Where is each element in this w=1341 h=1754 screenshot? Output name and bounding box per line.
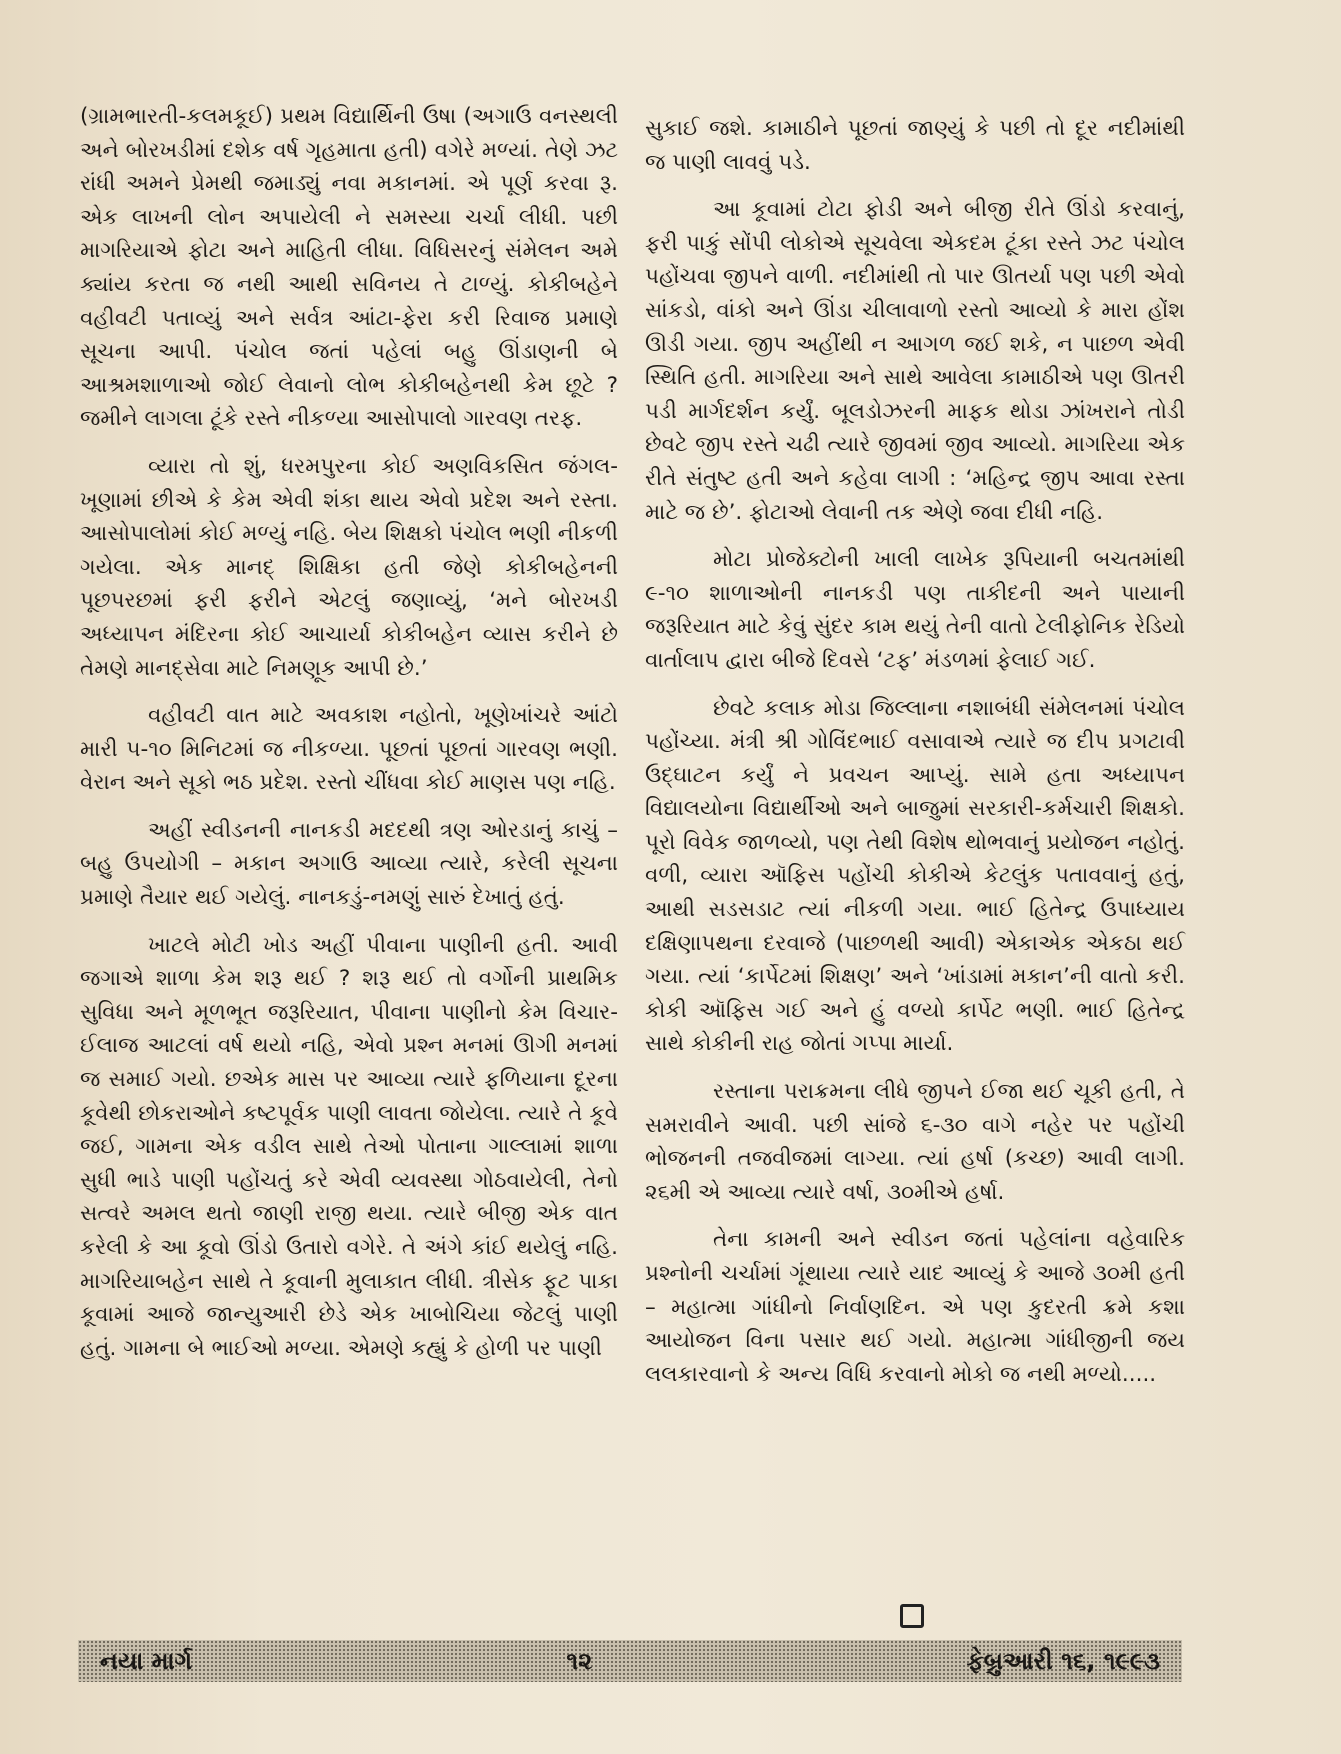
paragraph: તેના કામની અને સ્વીડન જતાં પહેલાંના વહેવારિક પ્રશ્નોની ચર્ચામાં ગૂંથાયા ત્યારે યાદ આવ્યું કે આજે ૩૦મી હતી – મહાત્મા ગાંધીનો નિર્વાણદિન. એ પણ કુદરતી ક્રમે કશા આયોજન વિના પસાર થઈ ગયો. મહાત્મા ગાંધીજીની જય લલકારવાનો કે અન્ય વિધિ કરવાનો મોકો જ નથી મળ્યો..... (645, 1227, 1185, 1387)
publication-name: નયા માર્ગ (100, 1647, 193, 1675)
page-footer (78, 1640, 1182, 1682)
paragraph: વહીવટી વાત માટે અવકાશ નહોતો, ખૂણેખાંચરે આંટો મારી ૫-૧૦ મિનિટમાં જ નીકળ્યા. પૂછતાં પૂછતાં ગારવણ ભણી. વેરાન અને સૂકો ભઠ પ્રદેશ. રસ્તો ચીંધવા કોઈ માણસ પણ નહિ. (80, 703, 618, 796)
paragraph: અહીં સ્વીડનની નાનકડી મદદથી ત્રણ ઓરડાનું કાચું – બહુ ઉપયોગી – મકાન અગાઉ આવ્યા ત્યારે, કરેલી સૂચના પ્રમાણે તૈયાર થઈ ગયેલું. નાનકડું-નમણું સારું દેખાતું હતું. (80, 817, 618, 911)
paragraph: (ગ્રામભારતી-કલમકૂઈ) પ્રથમ વિદ્યાર્થિની ઉષા (અગાઉ વનસ્થલી અને બોરખડીમાં દશેક વર્ષ ગૃહમાતા હતી) વગેરે મળ્યાં. તેણે ઝટ રાંધી અમને પ્રેમથી જમાડ્યું નવા મકાનમાં. એ પૂર્ણ કરવા રૂ. એક લાખની લોન અપાયેલી ને સમસ્યા ચર્ચા લીધી. પછી માગરિયાએ ફોટા અને માહિતી લીધા. વિધિસરનું સંમેલન અમે ક્યાંય કરતા જ નથી આથી સવિનય તે ટાળ્યું. કોકીબહેને વહીવટી પતાવ્યું અને સર્વત્ર આંટા-ફેરા કરી રિવાજ પ્રમાણે સૂચના આપી. પંચોલ જતાં પહેલાં બહુ ઊંડાણની બે આશ્રમશાળાઓ જોઈ લેવાનો લોભ કોકીબહેનથી કેમ છૂટે ? જમીને લાગલા ટૂંકે રસ્તે નીકળ્યા આસોપાલો ગારવણ તરફ. (80, 104, 618, 432)
end-of-article-box-icon (900, 1604, 924, 1628)
issue-date: ફેબ્રુઆરી ૧૬, ૧૯૯૩ (966, 1647, 1160, 1675)
paragraph: સુકાઈ જશે. કામાઠીને પૂછતાં જાણ્યું કે પછી તો દૂર નદીમાંથી જ પાણી લાવવું પડે. (645, 116, 1185, 175)
paragraph: વ્યારા તો શું, ધરમપુરના કોઈ અણવિકસિત જંગલ-ખૂણામાં છીએ કે કેમ એવી શંકા થાય એવો પ્રદેશ અને રસ્તા. આસોપાલોમાં કોઈ મળ્યું નહિ. બેય શિક્ષકો પંચોલ ભણી નીકળી ગયેલા. એક માનદ્ શિક્ષિકા હતી જેણે કોકીબહેનની પૂછપરછમાં ફરી ફરીને એટલું જણાવ્યું, ‘મને બોરખડી અધ્યાપન મંદિરના કોઈ આચાર્યા કોકીબહેન વ્યાસ કરીને છે તેમણે માનદ્સેવા માટે નિમણૂક આપી છે.’ (80, 453, 618, 681)
paragraph: આ કૂવામાં ટોટા ફોડી અને બીજી રીતે ઊંડો કરવાનું, ફરી પાકું સોંપી લોકોએ સૂચવેલા એકદમ ટૂંકા રસ્તે ઝટ પંચોલ પહોંચવા જીપને વાળી. નદીમાંથી તો પાર ઊતર્યા પણ પછી એવો સાંકડો, વાંકો અને ઊંડા ચીલાવાળો રસ્તો આવ્યો કે મારા હોંશ ઊડી ગયા. જીપ અહીંથી ન આગળ જઈ શકે, ન પાછળ એવી સ્થિતિ હતી. માગરિયા અને સાથે આવેલા કામાઠીએ પણ ઊતરી પડી માર્ગદર્શન કર્યું. બૂલડોઝરની માફક થોડા ઝાંખરાને તોડી છેવટે જીપ રસ્તે ચઢી ત્યારે જીવમાં જીવ આવ્યો. માગરિયા એક રીતે સંતુષ્ટ હતી અને કહેવા લાગી : ‘મહિન્દ્ર જીપ આવા રસ્તા માટે જ છે’. ફોટાઓ લેવાની તક એણે જવા દીધી નહિ. (645, 197, 1185, 525)
paragraph: ખાટલે મોટી ખોડ અહીં પીવાના પાણીની હતી. આવી જગાએ શાળા કેમ શરૂ થઈ ? શરૂ થઈ તો વર્ગોની પ્રાથમિક સુવિધા અને મૂળભૂત જરૂરિયાત, પીવાના પાણીનો કેમ વિચાર-ઈલાજ આટલાં વર્ષ થયો નહિ, એવો પ્રશ્ન મનમાં ઊગી મનમાં જ સમાઈ ગયો. છએક માસ પર આવ્યા ત્યારે ફળિયાના દૂરના કૂવેથી છોકરાઓને કષ્ટપૂર્વક પાણી લાવતા જોયેલા. ત્યારે તે કૂવે જઈ, ગામના એક વડીલ સાથે તેઓ પોતાના ગાલ્લામાં શાળા સુધી ભાડે પાણી પહોંચતું કરે એવી વ્યવસ્થા ગોઠવાયેલી, તેનો સત્વરે અમલ થતો જાણી રાજી થયા. ત્યારે બીજી એક વાત કરેલી કે આ કૂવો ઊંડો ઉતારો વગેરે. તે અંગે કાંઈ થયેલું નહિ. માગરિયાબહેન સાથે તે કૂવાની મુલાકાત લીધી. ત્રીસેક ફૂટ પાકા કૂવામાં આજે જાન્યુઆરી છેડે એક ખાબોચિયા જેટલું પાણી હતું. ગામના બે ભાઈઓ મળ્યા. એમણે કહ્યું કે હોળી પર પાણી (80, 932, 618, 1361)
left-column (80, 100, 618, 1379)
right-column (645, 112, 1185, 1405)
page-number: ૧૨ (566, 1647, 593, 1675)
paragraph: છેવટે કલાક મોડા જિલ્લાના નશાબંધી સંમેલનમાં પંચોલ પહોંચ્યા. મંત્રી શ્રી ગોવિંદભાઈ વસાવાએ ત્યારે જ દીપ પ્રગટાવી ઉદ્ઘાટન કર્યું ને પ્રવચન આપ્યું. સામે હતા અધ્યાપન વિદ્યાલયોના વિદ્યાર્થીઓ અને બાજુમાં સરકારી-કર્મચારી શિક્ષકો. પૂરો વિવેક જાળવ્યો, પણ તેથી વિશેષ થોભવાનું પ્રયોજન નહોતું. વળી, વ્યારા ઑફિસ પહોંચી કોકીએ કેટલુંક પતાવવાનું હતું, આથી સડસડાટ ત્યાં નીકળી ગયા. ભાઈ હિતેન્દ્ર ઉપાધ્યાય દક્ષિણાપથના દરવાજે (પાછળથી આવી) એકાએક એકઠા થઈ ગયા. ત્યાં ‘કાર્પેટમાં શિક્ષણ’ અને ‘ખાંડામાં મકાન’ની વાતો કરી. કોકી ઑફિસ ગઈ અને હું વળ્યો કાર્પેટ ભણી. ભાઈ હિતેન્દ્ર સાથે કોકીની રાહ જોતાં ગપ્પા માર્યા. (645, 695, 1185, 1057)
paragraph: રસ્તાના પરાક્રમના લીધે જીપને ઈજા થઈ ચૂકી હતી, તે સમરાવીને આવી. પછી સાંજે ૬-૩૦ વાગે નહેર પર પહોંચી ભોજનની તજવીજમાં લાગ્યા. ત્યાં હર્ષા (કચ્છ) આવી લાગી. ૨૬મી એ આવ્યા ત્યારે વર્ષા, ૩૦મીએ હર્ષા. (645, 1079, 1185, 1205)
paragraph: મોટા પ્રોજેક્ટોની ખાલી લાખેક રૂપિયાની બચતમાંથી ૯-૧૦ શાળાઓની નાનકડી પણ તાકીદની અને પાયાની જરૂરિયાત માટે કેવું સુંદર કામ થયું તેની વાતો ટેલીફોનિક રેડિયો વાર્તાલાપ દ્વારા બીજે દિવસે ‘ટફ’ મંડળમાં ફેલાઈ ગઈ. (645, 547, 1185, 673)
